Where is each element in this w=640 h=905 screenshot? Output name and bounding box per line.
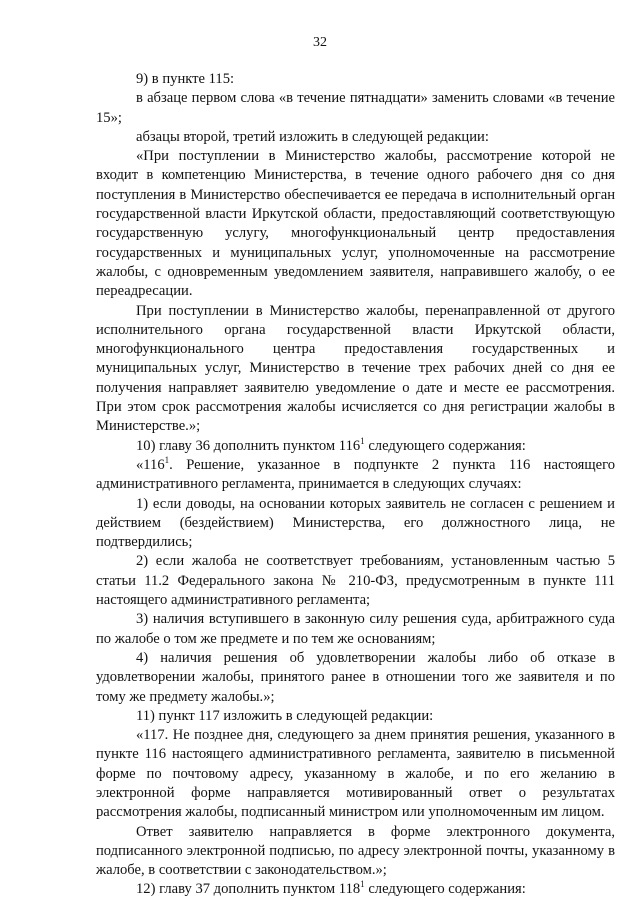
superscript-mark: 1 xyxy=(164,455,170,466)
document-body xyxy=(96,70,615,900)
superscript-mark: 1 xyxy=(360,879,365,890)
paragraph-item-9: 9) в пункте 115: xyxy=(136,71,235,87)
paragraph-item-12-before: 12) главу 37 дополнить пунктом 118 xyxy=(136,881,361,898)
paragraph-item-10-before: 10) главу 36 дополнить пунктом 116 xyxy=(136,437,361,454)
paragraph-item-11: 11) пункт 117 изложить в следующей редакции: xyxy=(136,707,434,724)
paragraph-case-1: 1) если доводы, на основании которых заявитель не согласен с решением и действием (бездействием) Министерства, его должностного лица, не подтвердились; xyxy=(96,495,615,551)
paragraph-item-116-1 xyxy=(96,456,615,495)
paragraph-case-2: 2) если жалоба не соответствует требованиям, установленным частью 5 статьи 11.2 Федерального закона № 210-ФЗ, предусмотренным в пункте 111 настоящего административного регламента; xyxy=(96,553,615,609)
paragraph-item-10-after: следующего содержания: xyxy=(364,437,526,454)
paragraph-case-4: 4) наличия решения об удовлетворении жалобы либо об отказе в удовлетворении жалобы, принятого ранее в отношении того же заявителя и по тому же предмету жалобы.»; xyxy=(96,649,615,705)
paragraph-quote-ministry: «При поступлении в Министерство жалобы, рассмотрение которой не входит в компетенцию Министерства, в течение одного рабочего дня со дня поступления в Министерство обеспечивается ее передача в исполнительный орган государственной власти Иркутской области, предоставляющий соответствующую государственную услугу, многофункциональный центр предоставления государственных и муниципальных услуг, уполномоченные на рассмотрение жалобы, с одновременным уведомлением заявителя, направившего жалобу, о ее переадресации. xyxy=(96,148,615,300)
paragraph-abzacy-second-third: абзацы второй, третий изложить в следующей редакции: xyxy=(136,128,489,145)
paragraph-response-electronic: Ответ заявителю направляется в форме электронного документа, подписанного электронной подписью, по адресу электронной почты, указанному в жалобе, в соответствии с законодательством.»; xyxy=(96,823,615,879)
paragraph-redirected-complaint: При поступлении в Министерство жалобы, перенаправленной от другого исполнительного органа государственной власти Иркутской области, многофункционального центра предоставления государственных и муниципальных услуг, Министерство в течение трех рабочих дней со дня ее получения направляет заявителю уведомление о дате и месте ее рассмотрения. При этом срок рассмотрения жалобы исчисляется со дня регистрации жалобы в Министерстве.»; xyxy=(96,302,615,435)
paragraph-abzac-first: в абзаце первом слова «в течение пятнадцати» заменить словами «в течение 15»; xyxy=(96,90,615,126)
paragraph-case-3: 3) наличия вступившего в законную силу решения суда, арбитражного суда по жалобе о том же предмете и по тем же основаниям; xyxy=(96,611,615,647)
paragraph-item-10 xyxy=(96,437,615,456)
page-number: 32 xyxy=(313,35,327,50)
paragraph-item-116-1-before: «116 xyxy=(136,456,165,473)
paragraph-item-12 xyxy=(96,880,615,899)
superscript-mark: 1 xyxy=(360,435,365,446)
paragraph-item-12-after: следующего содержания: xyxy=(364,881,526,898)
paragraph-item-117: «117. Не позднее дня, следующего за днем принятия решения, указанного в пункте 116 настоящего административного регламента, заявителю в письменной форме по почтовому адресу, указанному в жалобе, и по его желанию в электронной форме направляется мотивированный ответ о результатах рассмотрения жалобы, подписанный министром или уполномоченным им лицом. xyxy=(96,727,615,821)
paragraph-item-116-1-after: . Решение, указанное в подпункте 2 пункта 116 настоящего административного регламента, принимается в следующих случаях: xyxy=(96,456,615,493)
